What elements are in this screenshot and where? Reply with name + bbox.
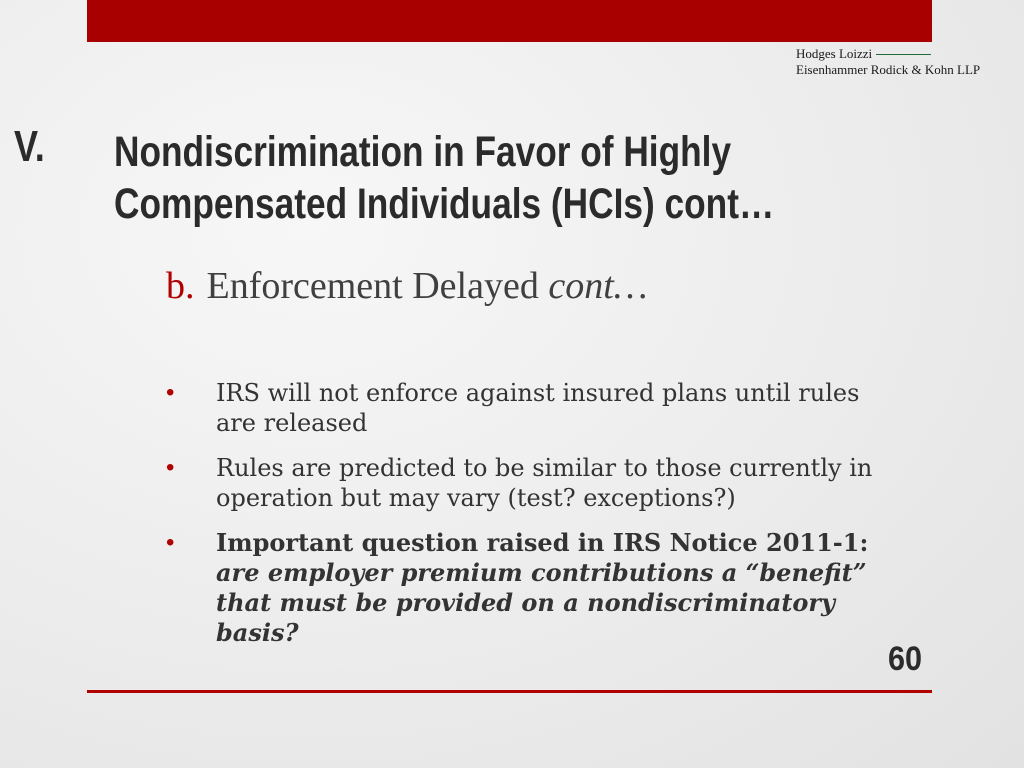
slide-title: Nondiscrimination in Favor of Highly Compensated Individuals (HCIs) cont… [114, 128, 775, 228]
subheading-italic: cont… [548, 265, 648, 307]
page-number: 60 [888, 640, 923, 678]
top-accent-bar [87, 0, 932, 42]
subheading-letter: b. [166, 265, 195, 307]
section-number: V. [14, 122, 45, 171]
logo-line-2: Eisenhammer Rodick & Kohn LLP [796, 62, 981, 77]
bullet-marker: • [166, 379, 175, 406]
bullet-item [166, 453, 906, 513]
bullet-emphasis-text: are employer premium contributions a “benefit” that must be provided on a nondiscriminatory basis? [216, 558, 867, 647]
bottom-divider [87, 690, 932, 693]
logo-rule [876, 54, 931, 55]
subheading-text: Enforcement Delayed [206, 265, 549, 307]
bullet-marker: • [166, 529, 175, 556]
bullet-strong-text: Important question raised in IRS Notice 2011-1: [216, 528, 869, 557]
firm-logo [796, 46, 981, 78]
bullet-list [166, 378, 906, 663]
bullet-item [166, 378, 906, 438]
bullet-text: Rules are predicted to be similar to those currently in operation but may vary (test? exceptions?) [216, 454, 873, 512]
bullet-item [166, 528, 906, 648]
bullet-text: IRS will not enforce against insured plans until rules are released [216, 379, 860, 437]
bullet-marker: • [166, 454, 175, 481]
subheading [166, 264, 648, 308]
logo-line-1: Hodges Loizzi [796, 46, 873, 61]
